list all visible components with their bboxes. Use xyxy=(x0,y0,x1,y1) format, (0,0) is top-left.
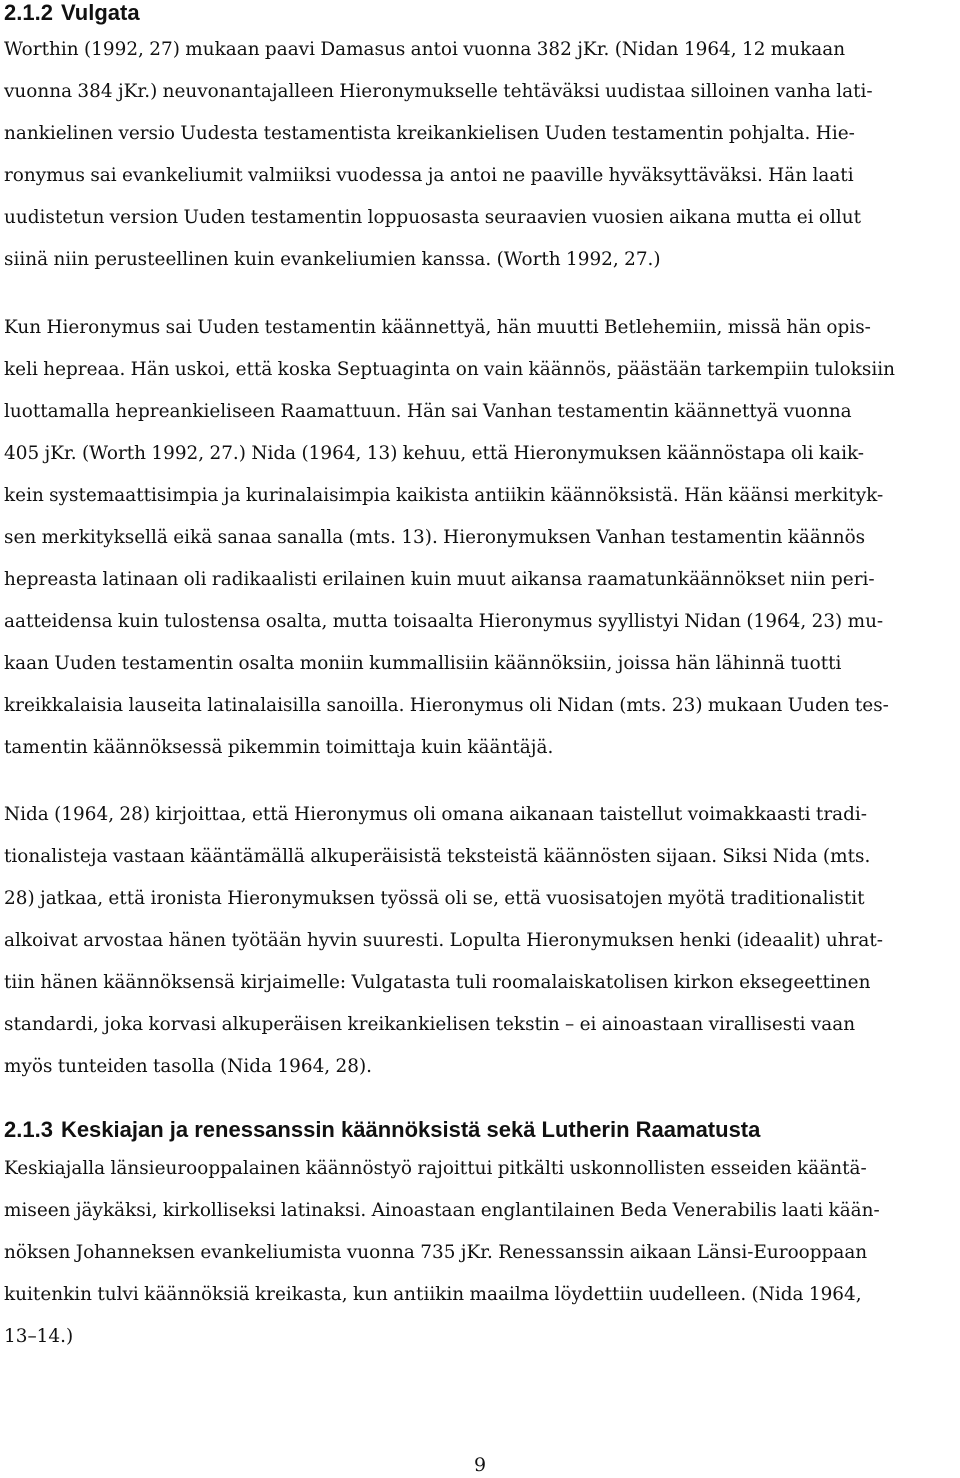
text-line: Keskiajalla länsieurooppalainen käännöstyö rajoittui pitkälti uskonnollisten esseiden kääntä- xyxy=(4,1158,867,1179)
text-line: kuitenkin tulvi käännöksiä kreikasta, kun antiikin maailma löydettiin uudelleen. (Nida 1964, xyxy=(4,1284,862,1305)
text-line: 405 jKr. (Worth 1992, 27.) Nida (1964, 13) kehuu, että Hieronymuksen käännöstapa oli kaik- xyxy=(4,443,865,464)
section-title: Keskiajan ja renessanssin käännöksistä sekä Lutherin Raamatusta xyxy=(60,1117,761,1142)
text-line: alkoivat arvostaa hänen työtään hyvin suuresti. Lopulta Hieronymuksen henki (ideaalit) uhrat- xyxy=(4,930,884,951)
text-line: keli hepreaa. Hän uskoi, että koska Septuaginta on vain käännös, päästään tarkempiin tuloksiin xyxy=(4,359,896,380)
paragraph-vulgata-1 xyxy=(4,29,956,281)
section-number: 2.1.2 xyxy=(4,0,53,25)
text-line: nöksen Johanneksen evankeliumista vuonna 735 jKr. Renessanssin aikaan Länsi-Eurooppaan xyxy=(4,1242,868,1263)
text-line: tiin hänen käännöksensä kirjaimelle: Vulgatasta tuli roomalaiskatolisen kirkon eksegeettinen xyxy=(4,972,871,993)
text-line: Kun Hieronymus sai Uuden testamentin käännettyä, hän muutti Betlehemiin, missä hän opis- xyxy=(4,317,871,338)
text-line: miseen jäykäksi, kirkolliseksi latinaksi. Ainoastaan englantilainen Beda Venerabilis laati kään- xyxy=(4,1200,880,1221)
text-line: ronymus sai evankeliumit valmiiksi vuodessa ja antoi ne paaville hyväksyttäväksi. Hän laati xyxy=(4,165,854,186)
text-line: 13–14.) xyxy=(4,1326,74,1347)
text-line: Worthin (1992, 27) mukaan paavi Damasus antoi vuonna 382 jKr. (Nidan 1964, 12 mukaan xyxy=(4,39,846,60)
text-line: kaan Uuden testamentin osalta moniin kummallisiin käännöksiin, joissa hän lähinnä tuotti xyxy=(4,653,842,674)
text-line: 28) jatkaa, että ironista Hieronymuksen työssä oli se, että vuosisatojen myötä traditionalistit xyxy=(4,888,865,909)
text-line: aatteidensa kuin tulostensa osalta, mutta toisaalta Hieronymus syyllistyi Nidan (1964, 23) mu- xyxy=(4,611,884,632)
text-line: hepreasta latinaan oli radikaalisti erilainen kuin muut aikansa raamatunkäännökset niin peri- xyxy=(4,569,875,590)
section-heading-vulgata xyxy=(4,0,140,26)
text-line: tionalisteja vastaan kääntämällä alkuperäisistä teksteistä käännösten sijaan. Siksi Nida (mts. xyxy=(4,846,871,867)
paragraph-vulgata-3 xyxy=(4,794,956,1088)
text-line: nankielinen versio Uudesta testamentista kreikankielisen Uuden testamentin pohjalta. Hie- xyxy=(4,123,855,144)
text-line: vuonna 384 jKr.) neuvonantajalleen Hieronymukselle tehtäväksi uudistaa silloinen vanha lati- xyxy=(4,81,873,102)
text-line: kreikkalaisia lauseita latinalaisilla sanoilla. Hieronymus oli Nidan (mts. 23) mukaan Uuden tes- xyxy=(4,695,889,716)
text-line: Nida (1964, 28) kirjoittaa, että Hieronymus oli omana aikanaan taistellut voimakkaasti tradi- xyxy=(4,804,868,825)
text-line: standardi, joka korvasi alkuperäisen kreikankielisen tekstin – ei ainoastaan virallisesti vaan xyxy=(4,1014,856,1035)
text-line: siinä niin perusteellinen kuin evankeliumien kanssa. (Worth 1992, 27.) xyxy=(4,249,661,270)
text-line: tamentin käännöksessä pikemmin toimittaja kuin kääntäjä. xyxy=(4,737,554,758)
text-line: uudistetun version Uuden testamentin loppuosasta seuraavien vuosien aikana mutta ei ollut xyxy=(4,207,862,228)
text-line: sen merkityksellä eikä sanaa sanalla (mts. 13). Hieronymuksen Vanhan testamentin käännös xyxy=(4,527,866,548)
section-number: 2.1.3 xyxy=(4,1117,53,1142)
text-line: kein systemaattisimpia ja kurinalaisimpia kaikista antiikin käännöksistä. Hän käänsi merkityk- xyxy=(4,485,884,506)
paragraph-vulgata-2 xyxy=(4,307,956,769)
paragraph-medieval-1 xyxy=(4,1148,956,1358)
text-line: myös tunteiden tasolla (Nida 1964, 28). xyxy=(4,1056,373,1077)
page-number: 9 xyxy=(473,1454,487,1476)
section-title: Vulgata xyxy=(60,0,140,25)
text-line: luottamalla hepreankieliseen Raamattuun. Hän sai Vanhan testamentin käännettyä vuonna xyxy=(4,401,852,422)
section-heading-medieval xyxy=(4,1117,760,1143)
